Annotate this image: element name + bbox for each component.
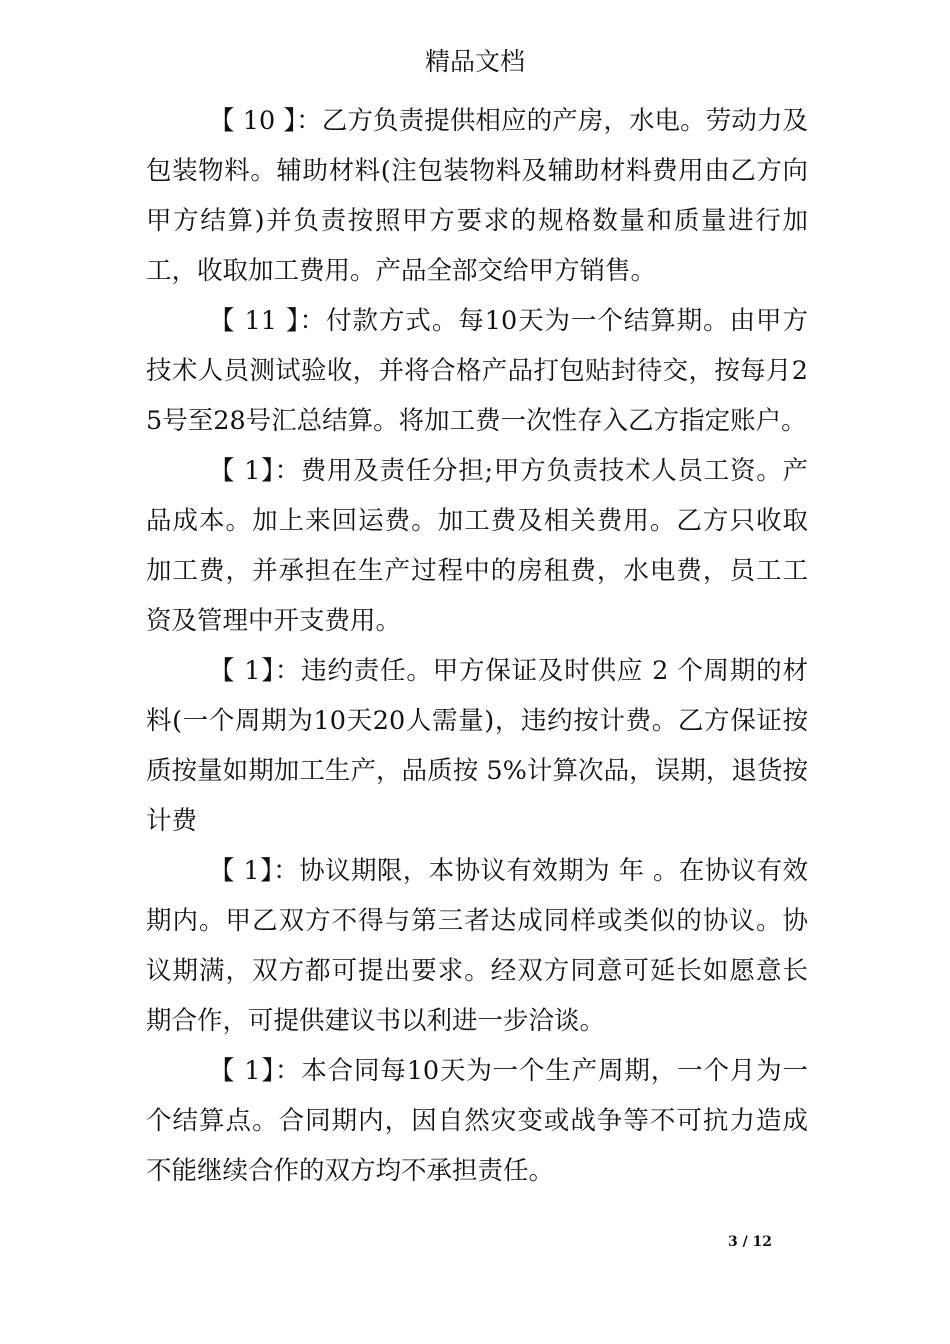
clause-paragraph (146, 1046, 808, 1196)
page-number: 3 / 12 (727, 1234, 773, 1250)
document-body (146, 96, 808, 1196)
clause-label: 【 11 】 (209, 306, 300, 336)
clause-paragraph (146, 296, 808, 446)
clause-label: 【 1】 (209, 456, 275, 486)
clause-paragraph (146, 96, 808, 296)
clause-text: ：乙方负责提供相应的产房，水电。劳动力及包装物料。辅助材料(注包装物料及辅助材料费用由乙方向甲方结算)并负责按照甲方要求的规格数量和质量进行加工，收取加工费用。产品全部交给甲方销售。 (146, 106, 808, 286)
clause-label: 【 10 】 (209, 106, 297, 136)
clause-text: ：违约责任。甲方保证及时供应 2 个周期的材料(一个周期为10天20人需量)，违约按计费。乙方保证按质按量如期加工生产，品质按 5%计算次品，误期，退货按 计费 (146, 656, 808, 836)
clause-paragraph (146, 446, 808, 646)
clause-label: 【 1】 (209, 856, 274, 886)
page-header-title: 精品文档 (424, 47, 525, 76)
clause-text: ：本合同每10天为一个生产周期，一个月为一个结算点。合同期内，因自然灾变或战争等不可抗力造成不能继续合作的双方均不承担责任。 (146, 1056, 808, 1186)
clause-label: 【 1】 (209, 656, 275, 686)
clause-text: ：付款方式。每10天为一个结算期。由甲方技术人员测试验收，并将合格产品打包贴封待交，按每月25号至28号汇总结算。将加工费一次性存入乙方指定账户。 (146, 306, 808, 436)
clause-text: ：协议期限，本协议有效期为 年 。在协议有效期内。甲乙双方不得与第三者达成同样或类似的协议。协议期满，双方都可提出要求。经双方同意可延长如愿意长期合作，可提供建议书以利进一步洽谈。 (146, 856, 808, 1036)
clause-text: ：费用及责任分担;甲方负责技术人员工资。产品成本。加上来回运费。加工费及相关费用。乙方只收取加工费，并承担在生产过程中的房租费，水电费，员工工资及管理中开支费用。 (146, 456, 808, 636)
clause-paragraph (146, 646, 808, 846)
clause-paragraph (146, 846, 808, 1046)
clause-label: 【 1】 (209, 1056, 275, 1086)
